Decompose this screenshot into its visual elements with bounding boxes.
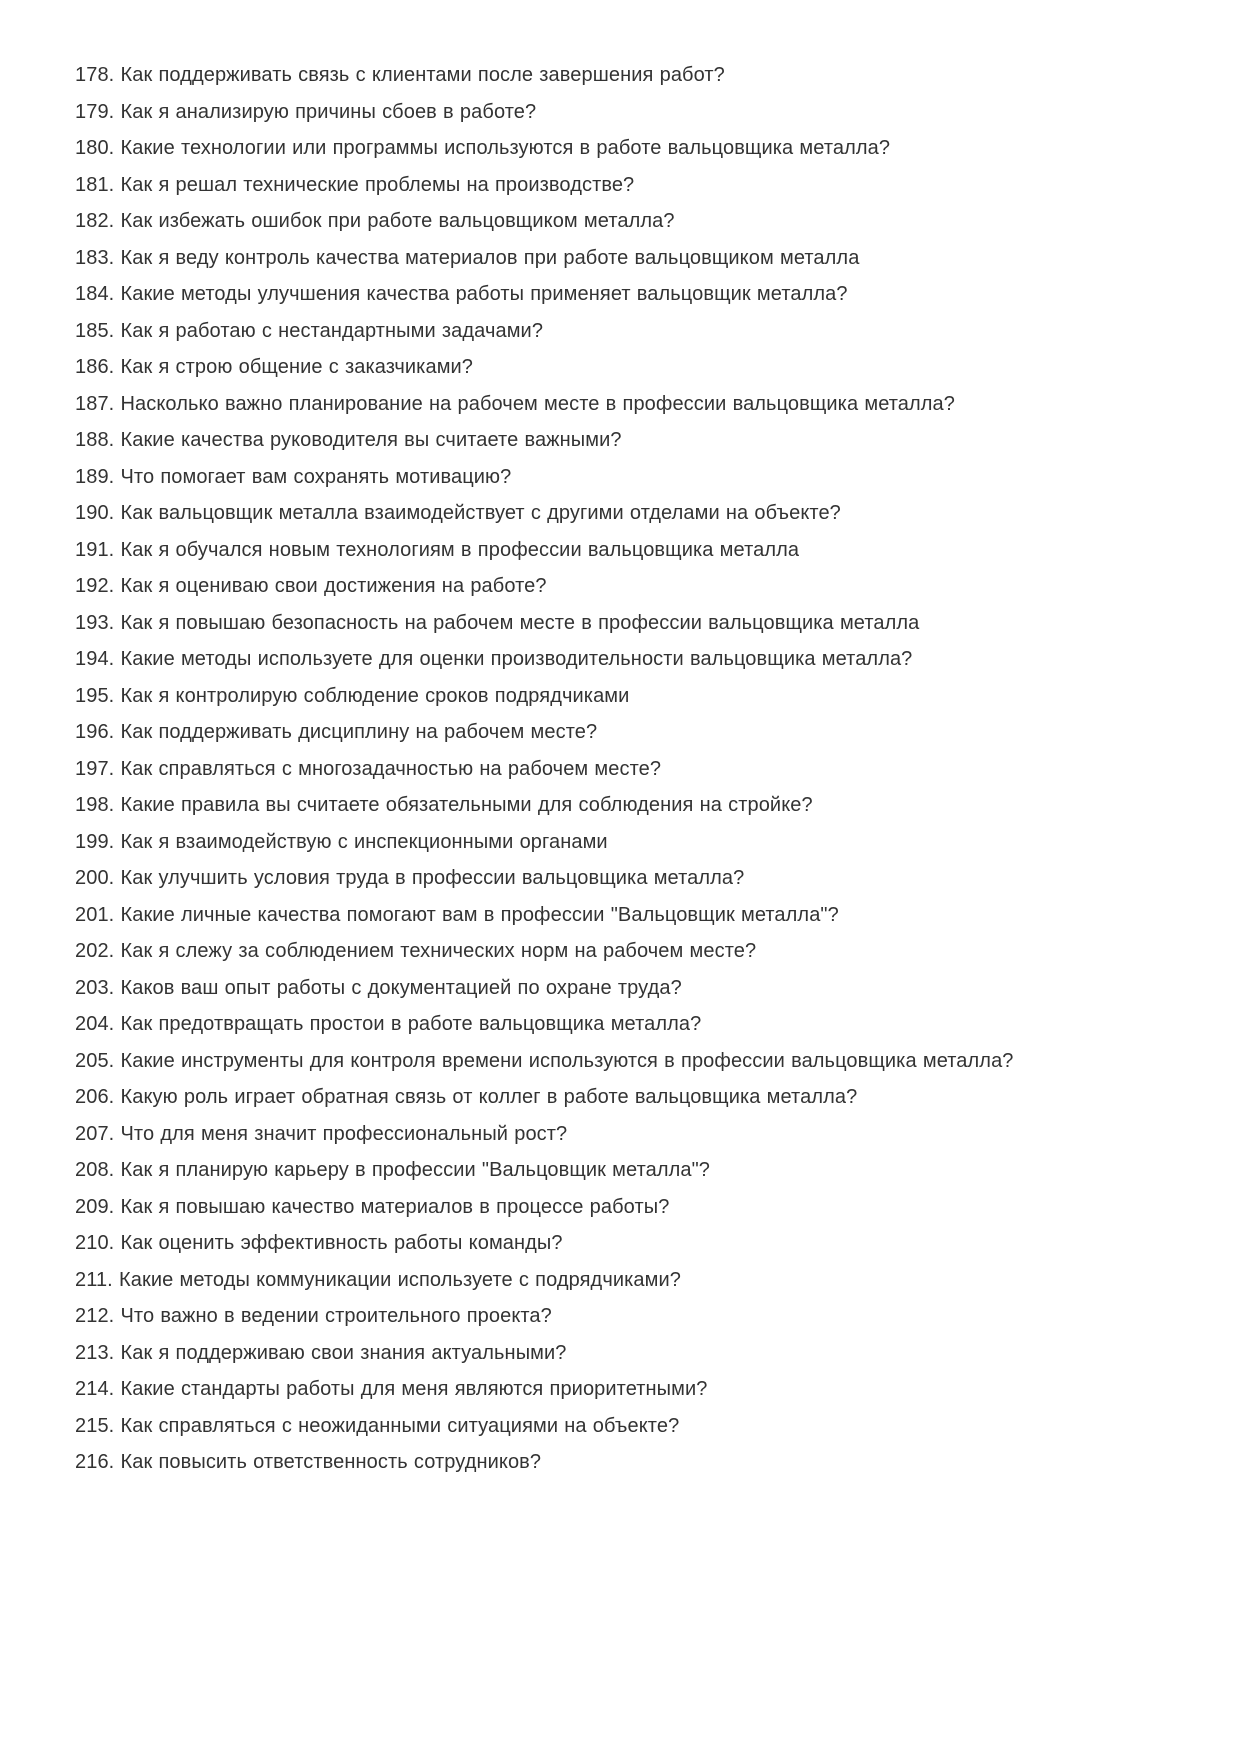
list-item: 215. Как справляться с неожиданными ситуациями на объекте?: [75, 1414, 680, 1437]
list-item: 178. Как поддерживать связь с клиентами после завершения работ?: [75, 64, 725, 86]
list-item: 195. Как я контролирую соблюдение сроков подрядчиками: [75, 684, 630, 707]
list-item: 199. Как я взаимодействую с инспекционными органами: [75, 830, 608, 853]
list-item: 214. Какие стандарты работы для меня являются приоритетными?: [75, 1378, 708, 1400]
list-item: 186. Как я строю общение с заказчиками?: [75, 356, 474, 378]
list-item: 197. Как справляться с многозадачностью на рабочем месте?: [75, 757, 662, 780]
list-item: 185. Как я работаю с нестандартными задачами?: [75, 319, 544, 342]
list-item: 210. Как оценить эффективность работы команды?: [75, 1232, 563, 1254]
list-item: 213. Как я поддерживаю свои знания актуальными?: [75, 1341, 567, 1364]
list-item: 207. Что для меня значит профессиональный рост?: [75, 1122, 568, 1145]
list-item: 183. Как я веду контроль качества материалов при работе вальцовщиком металла: [75, 246, 860, 269]
list-item: 203. Каков ваш опыт работы с документацией по охране труда?: [75, 976, 682, 999]
list-item: 189. Что помогает вам сохранять мотивацию?: [75, 465, 512, 488]
list-item: 190. Как вальцовщик металла взаимодействует с другими отделами на объекте?: [75, 502, 841, 524]
list-item: 200. Как улучшить условия труда в профессии вальцовщика металла?: [75, 867, 745, 889]
list-item: 188. Какие качества руководителя вы считаете важными?: [75, 429, 622, 451]
list-item: 206. Какую роль играет обратная связь от коллег в работе вальцовщика металла?: [75, 1086, 858, 1108]
list-item: 181. Как я решал технические проблемы на производстве?: [75, 173, 635, 196]
list-item: 182. Как избежать ошибок при работе вальцовщиком металла?: [75, 210, 675, 232]
list-item: 209. Как я повышаю качество материалов в процессе работы?: [75, 1195, 670, 1218]
list-item: 216. Как повысить ответственность сотрудников?: [75, 1451, 542, 1473]
list-item: 205. Какие инструменты для контроля времени используются в профессии вальцовщика металла?: [75, 1049, 1014, 1072]
list-item: 198. Какие правила вы считаете обязательными для соблюдения на стройке?: [75, 794, 813, 816]
list-item: 180. Какие технологии или программы используются в работе вальцовщика металла?: [75, 137, 891, 159]
list-item: 191. Как я обучался новым технологиям в профессии вальцовщика металла: [75, 538, 800, 561]
list-item: 201. Какие личные качества помогают вам в профессии "Вальцовщик металла"?: [75, 903, 839, 926]
list-item: 192. Как я оцениваю свои достижения на работе?: [75, 575, 547, 597]
list-item: 194. Какие методы используете для оценки производительности вальцовщика металла?: [75, 648, 913, 670]
list-item: 193. Как я повышаю безопасность на рабочем месте в профессии вальцовщика металла: [75, 611, 920, 634]
question-list: [75, 57, 1060, 1481]
list-item: 179. Как я анализирую причины сбоев в работе?: [75, 100, 537, 123]
list-item: 211. Какие методы коммуникации используете с подрядчиками?: [75, 1268, 681, 1291]
list-item: 187. Насколько важно планирование на рабочем месте в профессии вальцовщика металла?: [75, 392, 956, 415]
list-item: 212. Что важно в ведении строительного проекта?: [75, 1305, 552, 1327]
list-item: 184. Какие методы улучшения качества работы применяет вальцовщик металла?: [75, 283, 848, 305]
list-item: 204. Как предотвращать простои в работе вальцовщика металла?: [75, 1013, 702, 1035]
list-item: 202. Как я слежу за соблюдением технических норм на рабочем месте?: [75, 940, 757, 962]
list-item: 196. Как поддерживать дисциплину на рабочем месте?: [75, 721, 598, 743]
list-item: 208. Как я планирую карьеру в профессии "Вальцовщик металла"?: [75, 1159, 711, 1181]
